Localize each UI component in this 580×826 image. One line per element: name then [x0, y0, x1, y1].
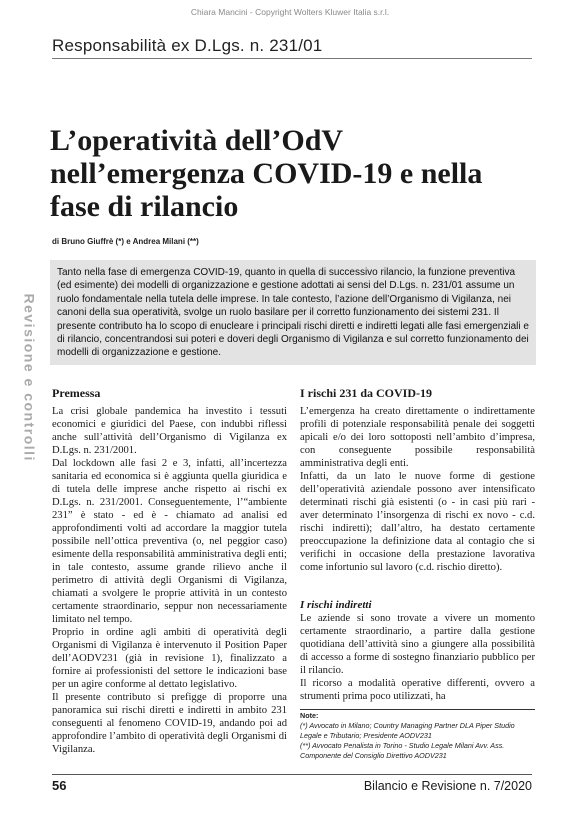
right-column-subheading: I rischi indiretti — [300, 599, 372, 611]
footnote: (*) Avvocato in Milano; Country Managing Partner DLA Piper Studio Legale e Tributario; Presidente AODV231 — [300, 721, 515, 740]
abstract-text: Tanto nella fase di emergenza COVID-19, quanto in quella di successivo rilancio, la funzione preventiva (ed esimente) dei modelli di organizzazione e gestione adottati ai sensi del D.Lgs. n. 231/01 assume un ruolo fondamentale nella tutela delle imprese. In tale contesto, l’azione dell’Organismo di Vigilanza, nei canoni della sua operatività, svolge un ruolo basilare per il corretto funzionamento dei sistemi 231. Il presente contributo ha lo scopo di enucleare i principali rischi diretti e indiretti legati alle fasi emergenziali e di rilancio, concentrandosi sui poteri e doveri degli Organismo di Vigilanza e sul corretto funzionamento dei modelli di organizzazione e gestione. — [57, 267, 529, 359]
side-section-tab — [14, 293, 38, 470]
paragraph: Il presente contributo si prefigge di proporre una panoramica sui rischi diretti e indiretti in ambito 231 conseguenti al fenomeno COVID-19, andando poi ad approfondire l’ambito di operatività degli Organismi di Vigilanza. — [52, 692, 287, 755]
paragraph: Il ricorso a modalità operative differenti, ovvero a strumenti prima poco utilizzati, ha — [300, 678, 535, 702]
abstract-box — [50, 260, 536, 365]
copyright-watermark: Chiara Mancini - Copyright Wolters Kluwer Italia s.r.l. — [190, 7, 390, 17]
paragraph: Le aziende si sono trovate a vivere un momento certamente straordinario, a partire dalla gestione quotidiana dell’attività sino a giungere alla possibilità di accesso a forme di sostegno finanziario pubblico per il rilancio. — [300, 613, 535, 676]
header-divider — [52, 58, 532, 59]
footer-divider — [52, 774, 532, 775]
right-column-body — [300, 405, 535, 574]
paragraph: L’emergenza ha creato direttamente o indirettamente profili di potenziale responsabilità penale dei soggetti apicali e/o dei loro sottoposti nell’ambito d’impresa, con conseguente possibile responsabilità amministrativa degli enti. — [300, 406, 535, 469]
notes-label: Note: — [300, 711, 319, 720]
paragraph: Infatti, da un lato le nuove forme di gestione dell’operatività aziendale possono aver intensificato determinati rischi già esistenti (o - in casi più rari - aver determinato l’insorgenza di rischi ex novo - c.d. rischi indiretti); dall’altro, ha destato certamente preoccupazione la definizione data al contagio che si verifichi in occasione della prestazione lavorativa come infortunio sul lavoro (c.d. rischio diretto). — [300, 471, 535, 573]
paragraph: La crisi globale pandemica ha investito i tessuti economici e giuridici del Paese, con indubbi riflessi anche sull’attività dell’Organismo di Vigilanza ex D.Lgs. n. 231/2001. — [52, 406, 287, 456]
left-column-body — [52, 405, 287, 756]
right-column-body-continued — [300, 612, 535, 703]
right-column-heading: I rischi 231 da COVID-19 — [300, 386, 433, 400]
section-header: Responsabilità ex D.Lgs. n. 231/01 — [52, 36, 323, 55]
notes-divider — [300, 709, 535, 710]
footnotes — [300, 711, 535, 761]
article-title: L’operatività dell’OdV nell’emergenza COVID-19 e nella fase di rilancio — [50, 124, 483, 223]
side-section-label: Revisione e controlli — [21, 293, 38, 462]
article-authors: di Bruno Giuffrè (*) e Andrea Milani (**) — [52, 237, 199, 246]
paragraph: Dal lockdown alle fasi 2 e 3, infatti, all’incertezza sanitaria ed economica si è aggiunta quella giuridica e di tutela delle imprese anche rispetto ai rischi ex D.Lgs. n. 231/2001. Conseguentemente, l’“ambiente 231” è stato - ed è - chiamato ad analisi ed approfondimenti volti ad accordare la maggior tutela possibile nell’ottica preventiva (o, nel peggior caso) esimente della responsabilità amministrativa degli enti; in tale contesto, assume grande rilievo anche il perimetro di attività degli Organismi di Vigilanza, chiamati a svolgere le proprie attività in un contesto certamente straordinario, seppur non necessariamente limitato nel tempo. — [52, 458, 287, 625]
paragraph: Proprio in ordine agli ambiti di operatività degli Organismi di Vigilanza è intervenuto il Position Paper dell’AODV231 (già in revisione 1), finalizzato a fornire ai professionisti del settore le indicazioni base per un agire conforme al dettato legislativo. — [52, 627, 287, 690]
journal-issue: Bilancio e Revisione n. 7/2020 — [363, 779, 532, 793]
footnote: (**) Avvocato Penalista in Torino - Studio Legale Milani Avv. Ass. Componente del Consiglio Direttivo AODV231 — [300, 741, 505, 760]
page-number: 56 — [52, 778, 67, 793]
left-column-heading: Premessa — [52, 386, 101, 400]
